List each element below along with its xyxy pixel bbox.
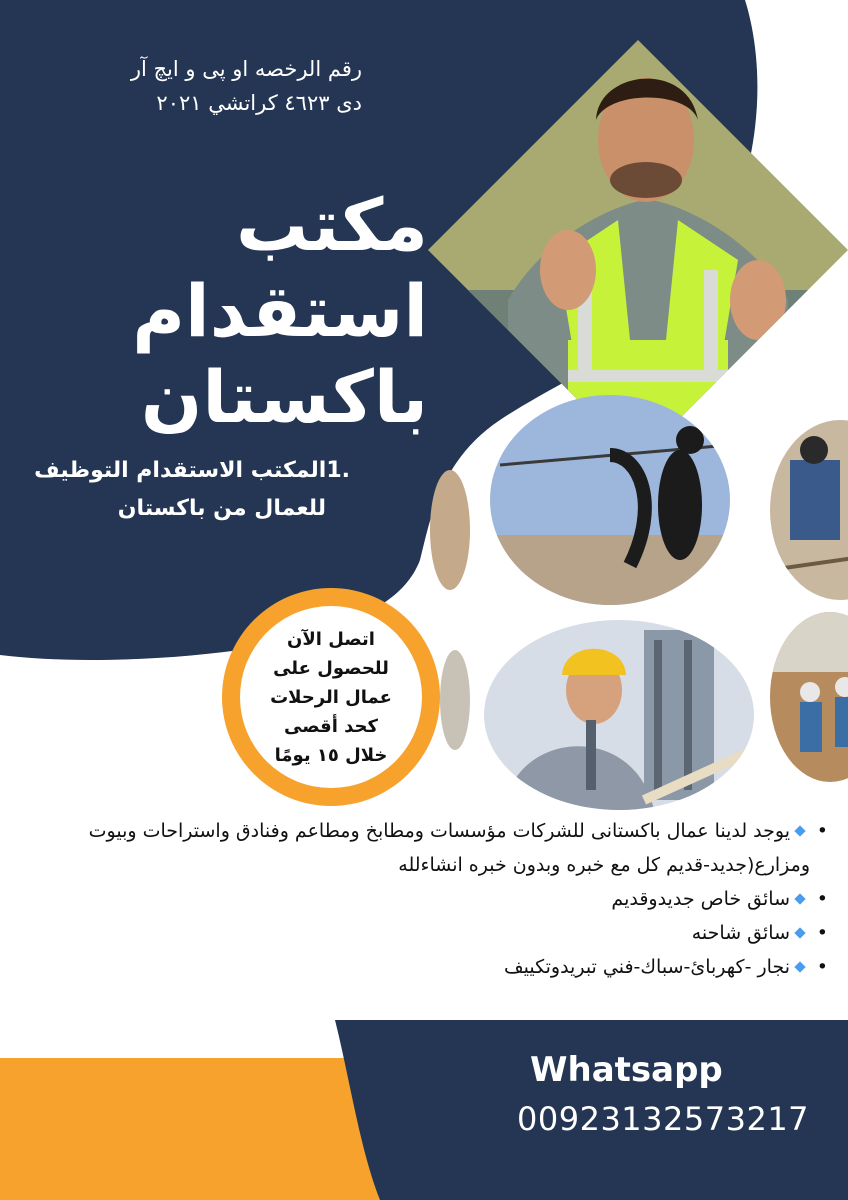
list-item: [8, 882, 828, 916]
list-item: [8, 916, 828, 950]
license-line-1: رقم الرخصه او پی و ایچ آر: [130, 57, 362, 81]
list-item-text: سائق خاص جديدوقديم: [611, 888, 790, 910]
construction-photo-engineer: [484, 620, 754, 810]
list-item: [8, 814, 828, 882]
cta-badge-inner: [240, 606, 422, 788]
cta-line-2: للحصول على: [273, 657, 389, 679]
list-item-text: سائق شاحنه: [691, 922, 790, 944]
cta-badge: [222, 588, 440, 806]
title-line-2: استقدام: [132, 269, 428, 353]
cta-line-1: اتصل الآن: [287, 628, 375, 650]
main-title: [48, 182, 428, 440]
subtitle-line-2: للعمال من باكستان: [117, 496, 326, 521]
construction-photo-partial-left-2: [440, 650, 470, 750]
cta-text: [270, 625, 392, 770]
subtitle: [20, 452, 350, 528]
whatsapp-label: Whatsapp: [530, 1050, 723, 1090]
license-text: [22, 52, 362, 120]
title-line-1: مكتب: [235, 183, 428, 267]
services-list: [8, 814, 828, 984]
whatsapp-number[interactable]: 00923132573217: [517, 1100, 810, 1138]
cta-line-5: خلال ١٥ يومًا: [274, 744, 388, 766]
list-item-text: يوجد لدينا عمال باكستانى للشركات مؤسسات ومطابخ ومطاعم وفنادق واستراحات وبيوت ومزارع(جديد-قديم كل مع خبره وبدون خبره انشاءلله: [88, 820, 810, 876]
construction-photo-partial-left: [430, 470, 470, 590]
list-item-text: نجار -كهربائ-سباك-فني تبريدوتكييف: [503, 956, 790, 978]
license-line-2: دی ٤٦٢٣ كراتشي ٢٠٢١: [156, 91, 362, 115]
diamond-icon: [794, 893, 805, 904]
construction-photo-crane: [490, 395, 730, 605]
diamond-icon: [794, 825, 805, 836]
cta-line-4: كحد أقصى: [283, 715, 378, 737]
subtitle-line-1: .1المكتب الاستقدام التوظيف: [34, 458, 350, 483]
list-item: [8, 950, 828, 984]
diamond-icon: [794, 927, 805, 938]
diamond-icon: [794, 961, 805, 972]
title-line-3: باكستان: [140, 355, 428, 439]
cta-line-3: عمال الرحلات: [270, 686, 392, 708]
